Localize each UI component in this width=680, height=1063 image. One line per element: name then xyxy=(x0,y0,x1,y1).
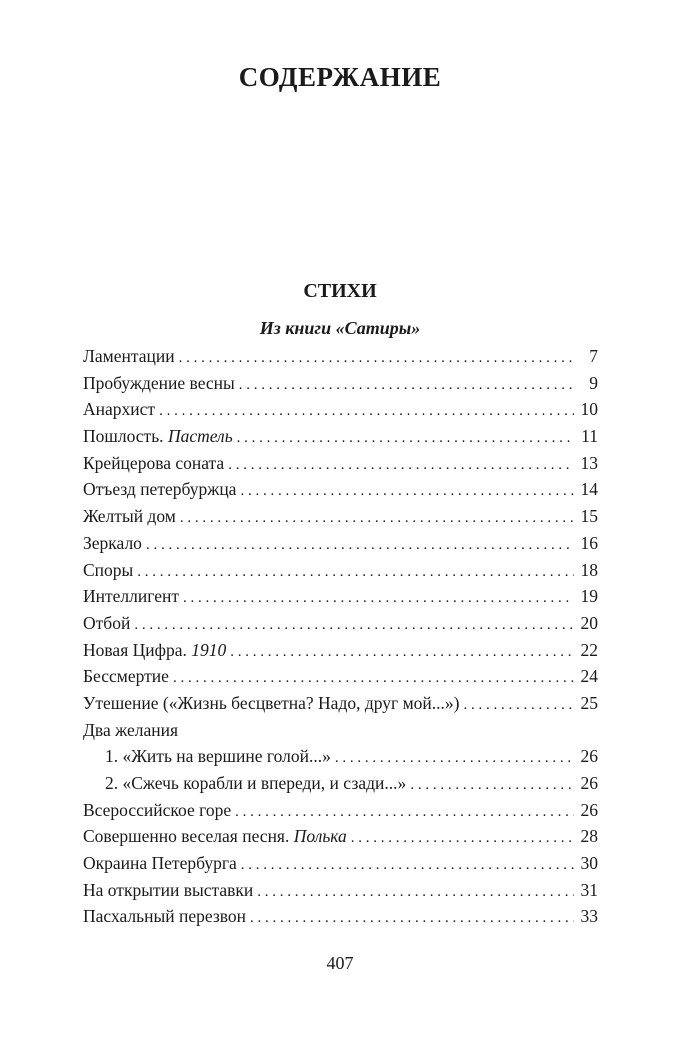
toc-entry-page: 30 xyxy=(580,853,598,874)
toc-entry-title: Окраина Петербурга xyxy=(83,853,237,874)
page-number: 407 xyxy=(326,953,354,973)
toc-entry[interactable] xyxy=(83,640,598,667)
toc-entry[interactable] xyxy=(83,373,598,400)
toc-entry[interactable] xyxy=(83,399,598,426)
table-of-contents xyxy=(83,346,598,933)
toc-entry-page: 7 xyxy=(589,346,598,366)
toc-leader-dots xyxy=(257,884,574,901)
toc-entry[interactable] xyxy=(83,533,598,560)
toc-entry[interactable] xyxy=(83,880,598,907)
toc-entry[interactable] xyxy=(83,453,598,480)
toc-entry[interactable] xyxy=(83,346,598,373)
toc-entry[interactable] xyxy=(83,506,598,533)
toc-entry-page: 19 xyxy=(580,586,598,607)
toc-entry[interactable] xyxy=(83,666,598,693)
toc-entry[interactable] xyxy=(83,746,598,773)
toc-entry-title: Утешение («Жизнь бесцветна? Надо, друг мой...») xyxy=(83,692,460,713)
toc-entry-page: 22 xyxy=(580,639,598,660)
toc-entry[interactable] xyxy=(83,800,598,827)
toc-leader-dots xyxy=(235,804,574,821)
toc-leader-dots xyxy=(159,403,574,420)
toc-entry-page: 16 xyxy=(580,532,598,553)
toc-entry-title: 1. «Жить на вершине голой...» xyxy=(105,746,331,767)
toc-entry-title: Два желания xyxy=(83,719,179,740)
toc-entry[interactable] xyxy=(83,693,598,720)
toc-leader-dots xyxy=(173,670,574,687)
toc-leader-dots xyxy=(146,537,574,554)
toc-leader-dots xyxy=(180,510,574,527)
toc-entry-subtitle: Полька xyxy=(293,826,347,847)
toc-entry[interactable] xyxy=(83,906,598,933)
toc-entry-page: 26 xyxy=(580,799,598,820)
section-title: СТИХИ xyxy=(303,280,377,302)
toc-leader-dots xyxy=(228,457,574,474)
toc-entry-title: Пасхальный перезвон xyxy=(83,906,246,927)
toc-leader-dots xyxy=(463,697,574,714)
toc-leader-dots xyxy=(241,857,574,874)
toc-entry[interactable] xyxy=(83,613,598,640)
toc-entry[interactable] xyxy=(83,479,598,506)
toc-leader-dots xyxy=(134,617,574,634)
toc-entry-subtitle: 1910 xyxy=(191,639,227,660)
toc-entry-title: Споры xyxy=(83,559,134,580)
toc-leader-dots xyxy=(351,830,574,847)
toc-leader-dots xyxy=(237,430,574,447)
toc-leader-dots xyxy=(137,564,574,581)
toc-entry[interactable] xyxy=(83,773,598,800)
toc-entry-page: 20 xyxy=(580,612,598,633)
toc-entry-title: Новая Цифра. 1910 xyxy=(83,639,227,660)
toc-leader-dots xyxy=(239,377,574,394)
toc-leader-dots xyxy=(240,483,574,500)
toc-entry-title: Отъезд петербуржца xyxy=(83,479,237,500)
toc-entry-title: Анархист xyxy=(83,399,156,420)
toc-entry-title: Ламентации xyxy=(83,346,175,366)
toc-leader-dots xyxy=(179,350,574,367)
toc-leader-dots xyxy=(230,644,574,661)
toc-entry-page: 33 xyxy=(580,906,598,927)
toc-leader-dots xyxy=(183,590,574,607)
toc-entry-page: 26 xyxy=(580,773,598,793)
toc-entry-title: Зеркало xyxy=(83,532,142,553)
toc-entry-page: 28 xyxy=(580,826,598,847)
toc-entry-page: 13 xyxy=(580,452,598,473)
toc-entry-page: 18 xyxy=(580,559,598,580)
toc-entry-subtitle: Пастель xyxy=(167,426,233,447)
toc-entry-title: Бессмертие xyxy=(83,666,169,687)
page-title: СОДЕРЖАНИЕ xyxy=(238,62,442,92)
toc-entry-title: Интеллигент xyxy=(83,586,179,607)
toc-entry[interactable] xyxy=(83,426,598,453)
toc-entry-title: Крейцерова соната xyxy=(83,452,225,473)
toc-entry[interactable] xyxy=(83,853,598,880)
toc-entry-title: Пробуждение весны xyxy=(83,372,235,393)
toc-leader-dots xyxy=(410,777,574,794)
toc-entry-title: Желтый дом xyxy=(83,506,176,527)
toc-entry-title: Всероссийское горе xyxy=(83,799,232,820)
toc-entry-page: 9 xyxy=(589,372,598,393)
toc-entry-title: 2. «Сжечь корабли и впереди, и сзади...» xyxy=(105,773,407,793)
toc-entry-title: Отбой xyxy=(83,612,131,633)
toc-entry-title: Пошлость. Пастель xyxy=(83,426,233,447)
toc-entry[interactable] xyxy=(83,586,598,613)
toc-entry-page: 24 xyxy=(580,666,598,687)
toc-entry[interactable] xyxy=(83,560,598,587)
toc-entry-page: 31 xyxy=(580,879,598,900)
toc-entry-page: 26 xyxy=(580,746,598,767)
toc-group-heading xyxy=(83,720,598,747)
toc-leader-dots xyxy=(335,750,574,767)
toc-leader-dots xyxy=(250,910,574,927)
toc-entry-page: 15 xyxy=(580,506,598,527)
toc-entry[interactable] xyxy=(83,826,598,853)
toc-entry-page: 25 xyxy=(580,692,598,713)
toc-entry-page: 11 xyxy=(581,426,598,447)
toc-entry-page: 14 xyxy=(580,479,598,500)
toc-entry-title: Совершенно веселая песня. Полька xyxy=(83,826,347,847)
subsection-title: Из книги «Сатиры» xyxy=(259,318,421,338)
toc-entry-page: 10 xyxy=(580,399,598,420)
toc-entry-title: На открытии выставки xyxy=(83,879,254,900)
